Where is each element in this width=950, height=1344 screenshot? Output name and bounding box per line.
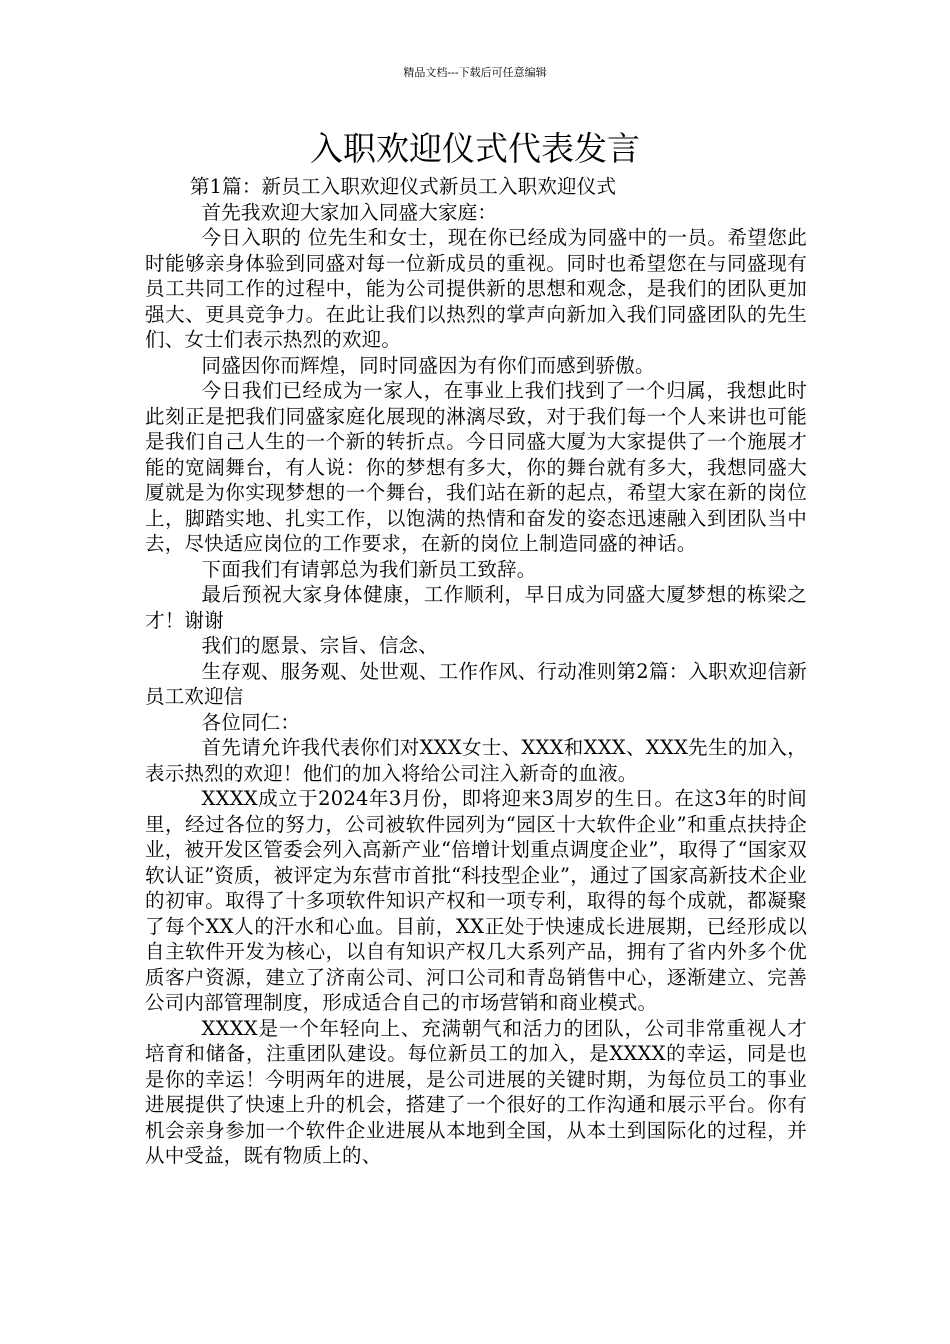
body-paragraph: 生存观、服务观、处世观、工作作风、行动准则第2篇：入职欢迎信新员工欢迎信 — [145, 659, 807, 708]
body-paragraph: XXXX是一个年轻向上、充满朝气和活力的团队，公司非常重视人才培育和储备，注重团队建设。每位新员工的加入，是XXXX的幸运，同是也是你的幸运！今明两年的进展，是公司进展的关键时期，为每位员工的事业进展提供了快速上升的机会，搭建了一个很好的工作沟通和展示平台。你有机会亲身参加一个软件企业进展从本地到全国，从本土到国际化的过程，并从中受益，既有物质上的、 — [145, 1016, 807, 1167]
body-paragraph: 各位同仁： — [201, 710, 301, 734]
document-title: 入职欢迎仪式代表发言 — [310, 129, 640, 168]
body-paragraph: 下面我们有请郭总为我们新员工致辞。 — [201, 557, 537, 581]
body-paragraph: 今日入职的 位先生和女士，现在你已经成为同盛中的一员。希望您此时能够亲身体验到同盛对每一位新成员的重视。同时也希望您在与同盛现有员工共同工作的过程中，能为公司提供新的思想和观念，是我们的团队更加强大、更具竞争力。在此让我们以热烈的掌声向新加入我们同盛团队的先生们、女士们表示热烈的欢迎。 — [145, 226, 807, 351]
page-header-watermark: 精品文档---下载后可任意编辑 — [403, 66, 547, 79]
body-paragraph: 首先请允许我代表你们对XXX女士、XXX和XXX、XXX先生的加入，表示热烈的欢迎！他们的加入将给公司注入新奇的血液。 — [145, 736, 807, 785]
document-body — [145, 174, 807, 1169]
body-paragraph: 我们的愿景、宗旨、信念、 — [201, 634, 438, 657]
section-heading-1: 第1篇：新员工入职欢迎仪式新员工入职欢迎仪式 — [189, 175, 617, 198]
body-paragraph: 首先我欢迎大家加入同盛大家庭： — [201, 200, 498, 224]
body-paragraph: 今日我们已经成为一家人，在事业上我们找到了一个归属，我想此时此刻正是把我们同盛家庭化展现的淋漓尽致，对于我们每一个人来讲也可能是我们自己人生的一个新的转折点。今日同盛大厦为大家提供了一个施展才能的宽阔舞台，有人说：你的梦想有多大，你的舞台就有多大，我想同盛大厦就是为你实现梦想的一个舞台，我们站在新的起点，希望大家在新的岗位上，脚踏实地、扎实工作，以饱满的热情和奋发的姿态迅速融入到团队当中去，尽快适应岗位的工作要求，在新的岗位上制造同盛的神话。 — [145, 379, 807, 555]
body-paragraph: 最后预祝大家身体健康，工作顺利，早日成为同盛大厦梦想的栋梁之才！谢谢 — [145, 583, 807, 632]
body-paragraph: 同盛因你而辉煌，同时同盛因为有你们而感到骄傲。 — [201, 353, 655, 377]
body-paragraph: XXXX成立于2024年3月份，即将迎来3周岁的生日。在这3年的时间里，经过各位的努力，公司被软件园列为“园区十大软件企业”和重点扶持企业，被开发区管委会列入高新产业“倍增计划重点调度企业”，取得了“国家双软认证”资质，被评定为东营市首批“科技型企业”，通过了国家高新技术企业的初审。取得了十多项软件知识产权和一项专利，取得的每个成就，都凝聚了每个XX人的汗水和心血。目前，XX正处于快速成长进展期，已经形成以自主软件开发为核心，以自有知识产权几大系列产品，拥有了省内外多个优质客户资源，建立了济南公司、河口公司和青岛销售中心，逐渐建立、完善公司内部管理制度，形成适合自己的市场营销和商业模式。 — [145, 787, 807, 1014]
